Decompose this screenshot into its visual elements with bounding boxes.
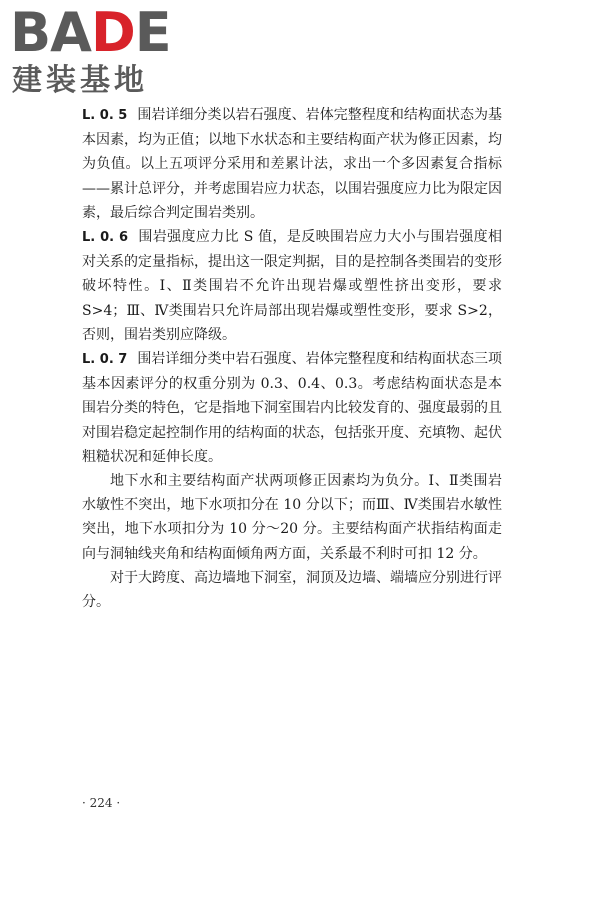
clause-l-0-7: [82, 347, 502, 469]
clause-l-0-6: [82, 225, 502, 347]
clause-text: 围岩详细分类中岩石强度、岩体完整程度和结构面状态三项基本因素评分的权重分别为 0.3、0.4、0.3。考虑结构面状态是本围岩分类的特色，它是指地下洞室围岩内比较发育的、强度最弱的且对围岩稳定起控制作用的结构面的状态，包括张开度、充填物、起伏粗糙状况和延伸长度。: [82, 351, 502, 465]
clause-number: L. 0. 6: [82, 230, 129, 246]
logo-subtitle: 建装基地: [12, 63, 148, 98]
clause-text: 围岩强度应力比 S 值，是反映围岩应力大小与围岩强度相对关系的定量指标，提出这一限定判据，目的是控制各类围岩的变形破坏特性。Ⅰ、Ⅱ类围岩不允许出现岩爆或塑性挤出变形，要求 S>4；Ⅲ、Ⅳ类围岩只允许局部出现岩爆或塑性变形，要求 S>2，否则，围岩类别应降级。: [82, 229, 502, 343]
clause-l-0-5: [82, 103, 502, 225]
logo-wordmark: [10, 1, 171, 64]
logo-wordmark-accent: D: [90, 1, 135, 64]
clause-text: 围岩详细分类以岩石强度、岩体完整程度和结构面状态为基本因素，均为正值；以地下水状态和主要结构面产状为修正因素，均为负值。以上五项评分采用和差累计法，求出一个多因素复合指标——累计总评分，并考虑围岩应力状态，以围岩强度应力比为限定因素，最后综合判定围岩类别。: [82, 107, 502, 221]
bade-logo: [10, 1, 180, 102]
clause-number: L. 0. 5: [82, 108, 128, 123]
clause-number: L. 0. 7: [82, 352, 128, 368]
body-paragraph: 对于大跨度、高边墙地下洞室，洞顶及边墙、端墙应分别进行评分。: [82, 569, 502, 611]
page-number: · 224 ·: [82, 796, 121, 810]
logo-wordmark-suffix: E: [134, 1, 171, 64]
logo-wordmark-prefix: BA: [10, 1, 91, 64]
body-paragraph: 地下水和主要结构面产状两项修正因素均为负分。Ⅰ、Ⅱ类围岩水敏性不突出，地下水项扣分在 10 分以下；而Ⅲ、Ⅳ类围岩水敏性突出，地下水项扣分为 10 分～20 分。主要结构面产状指结构面走向与洞轴线夹角和结构面倾角两方面，关系最不利时可扣 12 分。: [82, 473, 502, 562]
document-body: [82, 103, 502, 614]
